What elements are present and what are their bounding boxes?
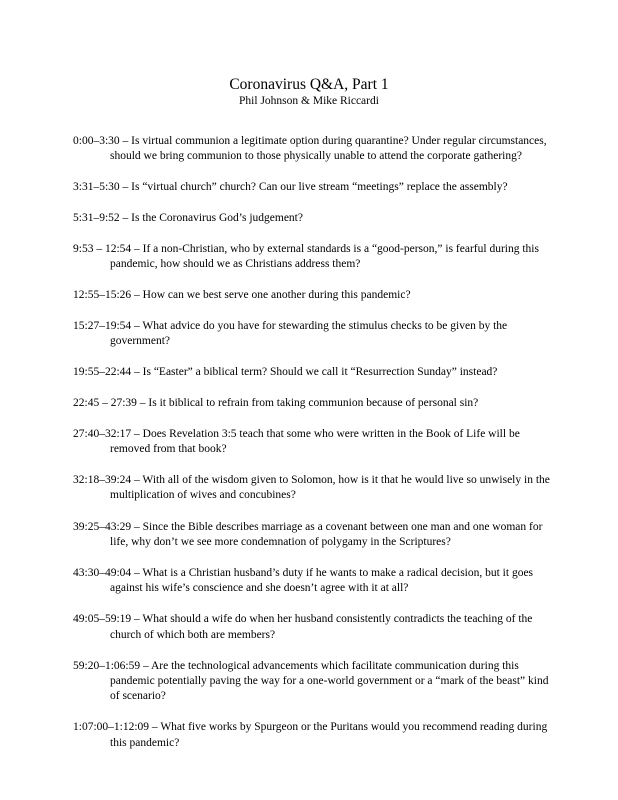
question-entry: 27:40–32:17 – Does Revelation 3:5 teach that some who were written in the Book of Life will be removed from that book? bbox=[73, 427, 520, 455]
question-entry: 15:27–19:54 – What advice do you have for stewarding the stimulus checks to be given by the government? bbox=[73, 319, 508, 348]
document-authors: Phil Johnson & Mike Riccardi bbox=[239, 95, 379, 107]
question-entry: 12:55–15:26 – How can we best serve one another during this pandemic? bbox=[73, 289, 411, 302]
question-entry: 49:05–59:19 – What should a wife do when her husband consistently contradicts the teaching of the church of which both are members? bbox=[73, 613, 533, 641]
question-entry: 1:07:00–1:12:09 – What five works by Spurgeon or the Puritans would you recommend reading during this pandemic? bbox=[73, 721, 548, 749]
question-entry: 19:55–22:44 – Is “Easter” a biblical term? Should we call it “Resurrection Sunday” instead? bbox=[73, 366, 498, 379]
question-list bbox=[73, 134, 553, 767]
question-entry: 39:25–43:29 – Since the Bible describes marriage as a covenant between one man and one woman for life, why don’t we see more condemnation of polygamy in the Scriptures? bbox=[73, 520, 543, 548]
document-title: Coronavirus Q&A, Part 1 bbox=[229, 76, 389, 93]
question-entry: 59:20–1:06:59 – Are the technological advancements which facilitate communication during this pandemic potentially paving the way for a one-world government or a “mark of the beast” kind of scenario? bbox=[73, 659, 549, 703]
question-entry: 32:18–39:24 – With all of the wisdom given to Solomon, how is it that he would live so unwisely in the multiplication of wives and concubines? bbox=[73, 474, 550, 502]
question-entry: 3:31–5:30 – Is “virtual church” church? Can our live stream “meetings” replace the assembly? bbox=[73, 181, 508, 194]
question-entry: 0:00–3:30 – Is virtual communion a legitimate option during quarantine? Under regular circumstances, should we bring communion to those physically unable to attend the corporate gathering? bbox=[73, 135, 547, 163]
question-entry: 43:30–49:04 – What is a Christian husband’s duty if he wants to make a radical decision, but it goes against his wife’s conscience and she doesn’t agree with it at all? bbox=[73, 566, 534, 595]
question-entry: 22:45 – 27:39 – Is it biblical to refrain from taking communion because of personal sin? bbox=[73, 397, 479, 410]
question-entry: 5:31–9:52 – Is the Coronavirus God’s judgement? bbox=[73, 212, 303, 225]
question-entry: 9:53 – 12:54 – If a non-Christian, who by external standards is a “good-person,” is fearful during this pandemic, how should we as Christians address them? bbox=[73, 242, 539, 271]
